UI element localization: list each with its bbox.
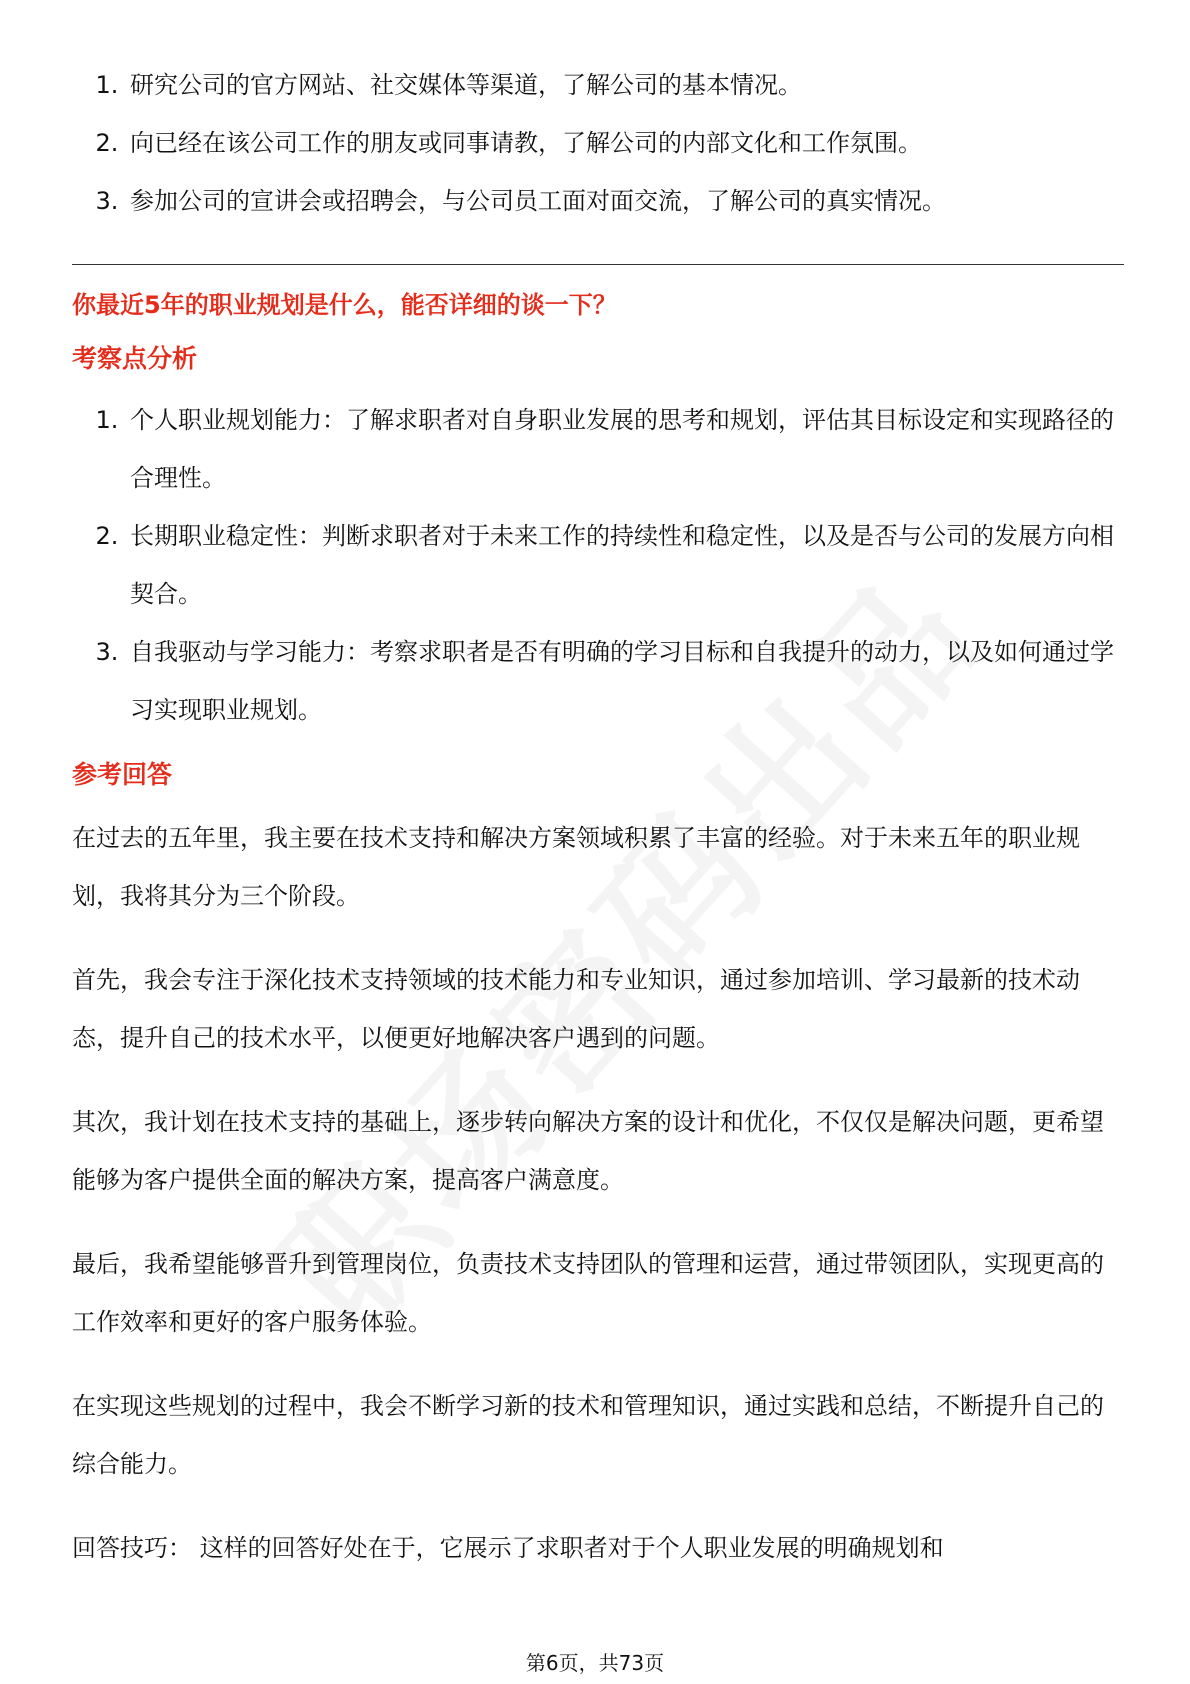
analysis-heading: 考察点分析	[72, 344, 198, 373]
list-item: 3. 参加公司的宣讲会或招聘会，与公司员工面对面交流，了解公司的真实情况。	[126, 172, 1124, 230]
answer-paragraph: 在实现这些规划的过程中，我会不断学习新的技术和管理知识，通过实践和总结，不断提升自己的综合能力。	[72, 1392, 1104, 1478]
divider	[72, 264, 1124, 265]
question-title: 你最近5年的职业规划是什么，能否详细的谈一下？	[72, 291, 617, 319]
tips-list	[72, 56, 1124, 230]
answer-paragraph: 在过去的五年里，我主要在技术支持和解决方案领域积累了丰富的经验。对于未来五年的职业规划，我将其分为三个阶段。	[72, 824, 1080, 910]
answer-paragraph: 首先，我会专注于深化技术支持领域的技术能力和专业知识，通过参加培训、学习最新的技术动态，提升自己的技术水平，以便更好地解决客户遇到的问题。	[72, 966, 1080, 1052]
list-item: 2. 向已经在该公司工作的朋友或同事请教，了解公司的内部文化和工作氛围。	[126, 114, 1124, 172]
list-item: 3. 自我驱动与学习能力：考察求职者是否有明确的学习目标和自我提升的动力，以及如何通过学习实现职业规划。	[126, 623, 1124, 739]
list-item: 1. 个人职业规划能力：了解求职者对自身职业发展的思考和规划，评估其目标设定和实现路径的合理性。	[126, 391, 1124, 507]
answer-tip: 回答技巧： 这样的回答好处在于，它展示了求职者对于个人职业发展的明确规划和	[72, 1534, 944, 1562]
answer-paragraph: 最后，我希望能够晋升到管理岗位，负责技术支持团队的管理和运营，通过带领团队，实现更高的工作效率和更好的客户服务体验。	[72, 1250, 1104, 1336]
list-item: 2. 长期职业稳定性：判断求职者对于未来工作的持续性和稳定性，以及是否与公司的发展方向相契合。	[126, 507, 1124, 623]
list-item: 1. 研究公司的官方网站、社交媒体等渠道，了解公司的基本情况。	[126, 56, 1124, 114]
page-number: 第6页，共73页	[525, 1651, 665, 1675]
answer-heading: 参考回答	[72, 760, 173, 789]
analysis-list	[72, 391, 1124, 739]
page-content	[72, 56, 1124, 1577]
answer-paragraph: 其次，我计划在技术支持的基础上，逐步转向解决方案的设计和优化，不仅仅是解决问题，更希望能够为客户提供全面的解决方案，提高客户满意度。	[72, 1108, 1104, 1194]
